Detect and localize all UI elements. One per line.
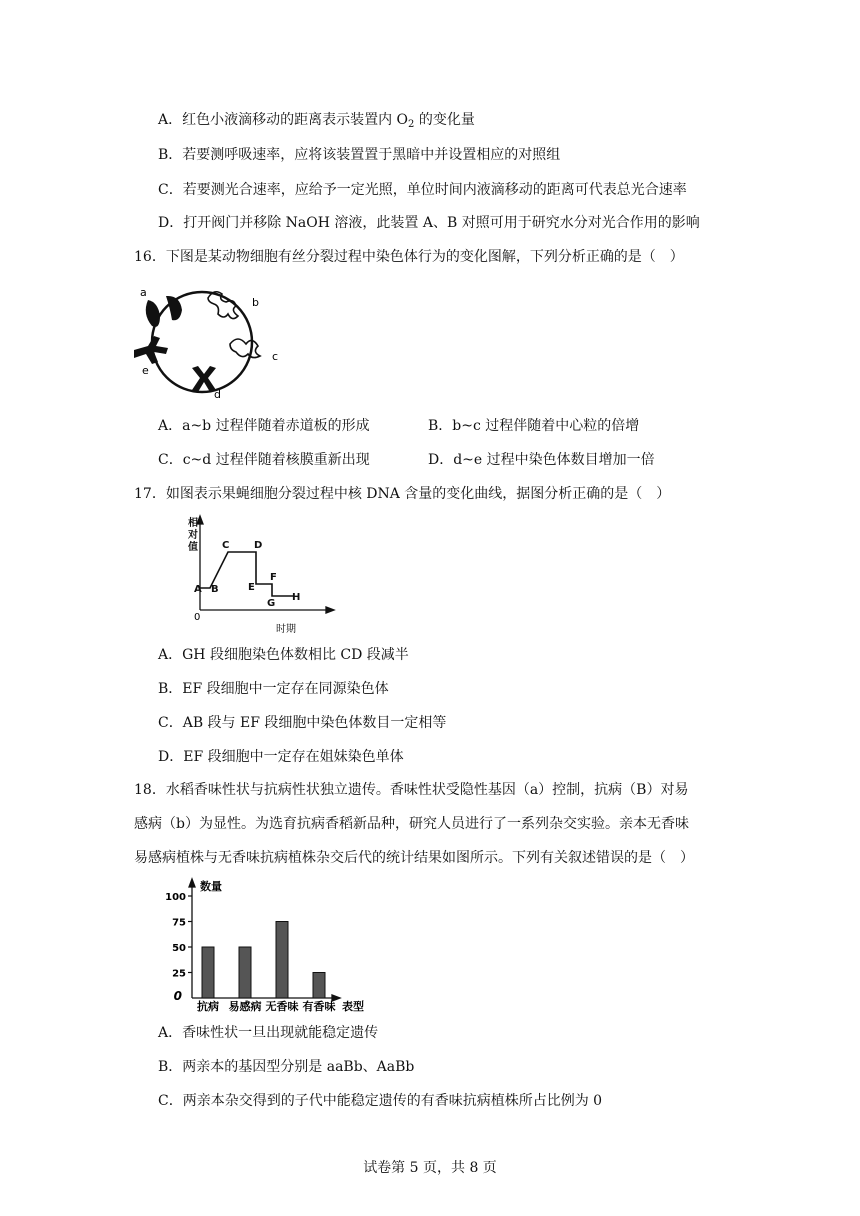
point-f: F	[270, 572, 277, 583]
y-tick-label: 50	[172, 943, 186, 954]
q18-option-c: C．两亲本杂交得到的子代中能稳定遗传的有香味抗病植株所占比例为 0	[158, 1093, 603, 1109]
label-d: d	[214, 388, 221, 401]
label-e: e	[142, 364, 149, 377]
chromosome-d-icon	[192, 366, 216, 392]
label-c: c	[272, 350, 279, 363]
point-a: A	[194, 584, 202, 595]
ylabel-3: 值	[188, 542, 198, 553]
q18-stem-line-2: 感病（b）为显性。为选育抗病香稻新品种，研究人员进行了一系列杂交实验。亲本无香味	[134, 816, 689, 832]
q16-stem: 16．下图是某动物细胞有丝分裂过程中染色体行为的变化图解，下列分析正确的是（ ）	[134, 249, 684, 265]
q15-option-c: C．若要测光合速率，应给予一定光照，单位时间内液滴移动的距离可代表总光合速率	[158, 182, 687, 198]
q17-figure	[180, 514, 350, 636]
category-label: 有香味	[302, 1000, 336, 1013]
origin-label: 0	[194, 612, 201, 623]
q18-option-b: B．两亲本的基因型分别是 aaBb、AaBb	[158, 1059, 415, 1075]
q17-option-a: A．GH 段细胞染色体数相比 CD 段减半	[158, 647, 409, 663]
category-label: 无香味	[265, 1000, 299, 1013]
q18-bar-chart	[160, 876, 400, 1016]
chart-xlabel: 表型	[342, 1000, 364, 1013]
q15-option-a: A．红色小液滴移动的距离表示装置内 $O_2$ 的变化量	[158, 112, 475, 130]
q15-option-d: D．打开阀门并移除 NaOH 溶液，此装置 A、B 对照可用于研究水分对光合作用的影响	[158, 215, 700, 231]
q17-option-d: D．EF 段细胞中一定存在姐妹染色单体	[158, 749, 404, 765]
y-tick-label: 75	[172, 917, 186, 929]
q17-option-c: C．AB 段与 EF 段细胞中染色体数目一定相等	[158, 715, 447, 731]
page-footer: 试卷第 5 页，共 8 页	[363, 1160, 497, 1176]
ylabel-1: 相	[188, 518, 198, 529]
q18-stem-line-1: 18．水稻香味性状与抗病性状独立遗传。香味性状受隐性基因（a）控制，抗病（B）对易	[134, 782, 689, 798]
point-b: B	[211, 584, 219, 595]
bar-3	[276, 922, 288, 999]
label-b: b	[252, 296, 259, 309]
q17-option-b: B．EF 段细胞中一定存在同源染色体	[158, 681, 389, 697]
q16-option-d: D．d~e 过程中染色体数目增加一倍	[428, 452, 655, 468]
category-label: 抗病	[197, 1000, 219, 1013]
point-h: H	[292, 592, 301, 603]
point-g: G	[267, 598, 276, 609]
q17-stem: 17．如图表示果蝇细胞分裂过程中核 DNA 含量的变化曲线，据图分析正确的是（ ）	[134, 486, 671, 502]
q16-option-a: A．a~b 过程伴随着赤道板的形成	[158, 418, 370, 434]
y-tick-label: 0	[173, 989, 182, 1003]
label-a: a	[140, 286, 147, 299]
bar-4	[313, 973, 325, 999]
point-c: C	[222, 540, 230, 551]
q15-option-b: B．若要测呼吸速率，应将该装置置于黑暗中并设置相应的对照组	[158, 147, 561, 163]
q18-stem-line-3: 易感病植株与无香味抗病植株杂交后代的统计结果如图所示。下列有关叙述错误的是（ ）	[134, 850, 694, 866]
bar-1	[202, 947, 214, 998]
point-d: D	[254, 540, 263, 551]
q16-figure	[130, 280, 290, 406]
y-tick-label: 25	[172, 968, 186, 980]
ylabel-2: 对	[188, 530, 198, 541]
q16-option-c: C．c~d 过程伴随着核膜重新出现	[158, 452, 370, 468]
q18-option-a: A．香味性状一旦出现就能稳定遗传	[158, 1025, 379, 1041]
chart-ylabel: 数量	[200, 880, 222, 893]
category-label: 易感病	[228, 1000, 262, 1013]
xlabel: 时期	[276, 624, 296, 635]
y-tick-label: 100	[165, 892, 186, 903]
point-e: E	[248, 582, 255, 593]
q16-option-b: B．b~c 过程伴随着中心粒的倍增	[428, 418, 640, 434]
bar-2	[239, 947, 251, 998]
chromatin-c-icon	[230, 339, 260, 358]
